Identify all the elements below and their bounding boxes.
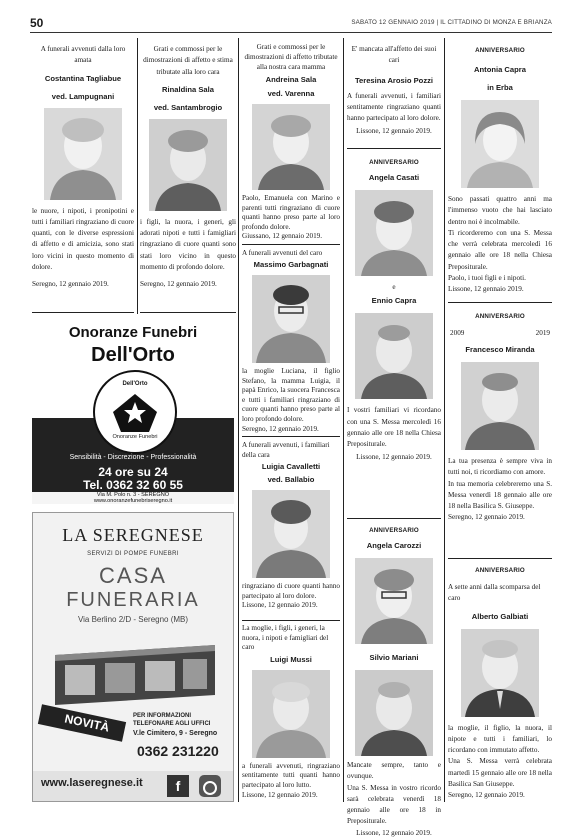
obituary-body: a funerali avvenuti, ringraziano sentitamente tutti quanti hanno partecipato al loro lutto.	[242, 761, 340, 789]
conjunction-text: e	[392, 283, 396, 291]
anniversary-label: ANNIVERSARIO	[475, 47, 525, 54]
deceased-name: Massimo Garbagnati	[253, 260, 329, 269]
ad2-website: www.laseregnese.it	[41, 777, 143, 789]
obituary-body: la moglie Luciana, il figlio Stefano, la mamma Luigia, il papà Enrico, la suocera Francesca e tutti i familiari ringraziano di cuore quanti hanno preso parte al loro profondo dolore.	[242, 367, 340, 423]
obituary-card	[347, 38, 441, 149]
obituary-body: le nuore, i nipoti, i pronipotini e tutti i familiari ringraziano di cuore quanti, con le diverse espressioni di affetto e di amicizia, sono stati loro vicini in questo momento di dolore.	[32, 206, 134, 272]
obituary-card	[242, 438, 340, 621]
deceased-name: Andreina Sala	[265, 75, 317, 84]
anniversary-card	[448, 560, 552, 802]
ad2-info-line2: TELEFONARE AGLI UFFICI	[133, 721, 211, 727]
deceased-name: Antonia Capra	[474, 65, 526, 74]
deceased-name: Teresina Arosio Pozzi	[354, 75, 434, 85]
deceased-subname: in Erba	[487, 83, 513, 92]
portrait-photo	[461, 629, 539, 717]
deceased-name: Angela Casati	[368, 173, 420, 182]
ad-website: www.onoranzefunebriseregno.it	[93, 498, 173, 504]
obituary-card	[32, 38, 134, 313]
obituary-body: Una S. Messa in vostro ricordo sarà celebrata venerdì 18 gennaio alle ore 18 in Prepositurale.	[347, 783, 441, 826]
obituary-body: Paolo, Emanuela con Marino e parenti tutti ringraziano di cuore quanti hanno preso parte al loro profondo dolore.	[242, 194, 340, 231]
obituary-body: In tua memoria celebreremo una S. Messa venerdì 18 gennaio alle ore 18 nella Basilica S. Giuseppe.	[448, 479, 552, 511]
ad2-info-line1: PER INFORMAZIONI	[133, 713, 191, 719]
obituary-place-date: Seregno, 12 gennaio 2019.	[140, 280, 217, 289]
portrait-photo	[355, 670, 433, 756]
portrait-photo	[355, 558, 433, 644]
deceased-name: Luigia Cavalletti	[261, 462, 321, 471]
portrait-photo	[461, 100, 539, 188]
page-header	[30, 18, 552, 33]
obituary-body: A funerali avvenuti, i familiari sentitamente ringraziano quanti hanno partecipato al loro dolore.	[347, 91, 441, 123]
ad-phone: Tel. 0362 32 60 55	[83, 478, 183, 492]
obituary-body: I vostri familiari vi ricordano con una S. Messa mercoledì 16 gennaio alle ore 18 nella Chiesa Prepositurale.	[347, 406, 441, 449]
anniversary-label: ANNIVERSARIO	[369, 159, 419, 166]
ad2-office-address: V.le Cimitero, 9 - Seregno	[133, 730, 218, 737]
header-date-title: SABATO 12 GENNAIO 2019 | IL CITTADINO DI MONZA E BRIANZA	[351, 19, 552, 26]
obituary-place-date: Lissone, 12 gennaio 2019.	[356, 127, 432, 136]
year-end: 2019	[535, 329, 550, 337]
portrait-photo	[461, 362, 539, 450]
portrait-photo	[252, 275, 330, 363]
year-start: 2009	[450, 329, 465, 337]
obituary-signature: Paolo, i tuoi figli e i nipoti.	[448, 274, 526, 283]
obituary-card	[242, 246, 340, 437]
obituary-intro: La moglie, i figli, i generi, la nuora, i nipoti e famigliari del caro	[242, 624, 329, 652]
ad2-funeraria: FUNERARIA	[66, 589, 200, 611]
ad2-phone: 0362 231220	[137, 743, 219, 759]
ad2-address: Via Berlino 2/D - Seregno (MB)	[77, 615, 189, 624]
deceased-subname: ved. Varenna	[267, 89, 315, 98]
obituary-place-date: Lissone, 12 gennaio 2019.	[242, 601, 318, 610]
obituary-card	[140, 38, 236, 313]
obituary-card	[242, 38, 340, 245]
obituary-place-date: Seregno, 12 gennaio 2019.	[448, 513, 525, 522]
ad-emblem	[93, 370, 177, 454]
anniversary-card	[347, 520, 441, 837]
obituary-intro: A funerali avvenuti del caro	[242, 249, 323, 257]
anniversary-label: ANNIVERSARIO	[369, 527, 419, 534]
ad2-casa: CASA	[99, 563, 167, 588]
obituary-body: Una S. Messa verrà celebrata martedì 15 gennaio alle ore 18 nella Basilica San Giuseppe.	[448, 757, 552, 789]
obituary-body: ringraziano di cuore quanti hanno partecipato al loro dolore.	[242, 582, 340, 600]
column-separator	[238, 38, 239, 802]
obituary-intro: A funerali avvenuti, i familiari della cara	[242, 441, 330, 459]
portrait-photo	[149, 119, 227, 211]
obituary-column-1	[32, 38, 134, 316]
anniversary-card	[448, 304, 552, 559]
deceased-name: Ennio Capra	[371, 296, 417, 306]
building-illustration	[55, 635, 215, 705]
anniversary-card	[347, 150, 441, 519]
ad2-subtitle: SERVIZI DI POMPE FUNEBRI	[87, 551, 179, 557]
obituary-body: Mancate sempre, tanto e ovunque.	[347, 761, 441, 781]
portrait-photo	[252, 490, 330, 578]
facebook-icon: f	[167, 775, 189, 797]
obituary-column-5	[448, 38, 552, 802]
obituary-body: i figli, la nuora, i generi, gli adorati nipoti e tutti i famigliari ringraziano di cuore quanti sono stati loro vicino in questo momento di profondo dolore.	[140, 217, 236, 272]
ad-address: Via M. Polo n. 3 - SEREGNO	[96, 492, 170, 498]
ad2-novita-banner: NOVITÀ	[63, 711, 111, 735]
emblem-bottom-text: Onoranze Funebri	[112, 434, 158, 440]
column-separator	[444, 38, 445, 802]
anniversary-label: ANNIVERSARIO	[475, 567, 525, 574]
obituary-place-date: Seregno, 12 gennaio 2019.	[32, 280, 109, 289]
page-number: 50	[30, 16, 44, 30]
obituary-place-date: Lissone, 12 gennaio 2019.	[242, 790, 318, 799]
obituary-place-date: Lissone, 12 gennaio 2019.	[356, 453, 432, 462]
deceased-name: Costantina Tagliabue	[44, 73, 122, 83]
deceased-name: Silvio Mariani	[369, 653, 419, 662]
obituary-column-4	[347, 38, 441, 837]
portrait-photo	[355, 313, 433, 399]
obituary-column-3	[242, 38, 340, 802]
deceased-subname: ved. Santambrogio	[153, 102, 223, 112]
obituary-body: La tua presenza è sempre viva in tutti noi, ti ricordiamo con amore.	[448, 457, 552, 477]
ad-title-line1: Onoranze Funebri	[68, 324, 198, 341]
ad-la-seregnese	[32, 512, 234, 802]
obituary-column-2	[140, 38, 236, 316]
portrait-photo	[252, 670, 330, 758]
ad-title-line2: Dell'Orto	[91, 344, 175, 366]
anniversary-years	[448, 328, 552, 340]
ad2-brand: LA SEREGNESE	[62, 525, 204, 545]
column-separator	[343, 38, 344, 802]
deceased-subname: ved. Lampugnani	[51, 91, 115, 101]
column-separator	[137, 38, 138, 314]
obituary-intro: A sette anni dalla scomparsa del caro	[448, 583, 541, 603]
deceased-name: Angela Carozzi	[366, 541, 422, 550]
obituary-body: Sono passati quattro anni ma l'immenso vuoto che hai lasciato dentro noi è incolmabile.	[448, 195, 552, 226]
ad-tagline: Sensibilità - Discrezione - Professionalità	[69, 454, 197, 461]
deceased-name: Francesco Miranda	[465, 345, 535, 354]
deceased-name: Alberto Galbiati	[471, 611, 529, 621]
obituary-place-date: Lissone, 12 gennaio 2019.	[448, 285, 524, 294]
portrait-photo	[252, 104, 330, 190]
obituary-intro: A funerali avvenuti dalla loro amata	[40, 45, 126, 65]
obituary-intro: E' mancata all'affetto dei suoi cari	[351, 45, 437, 65]
obituary-body: Ti ricorderemo con una S. Messa che verrà celebrata mercoledì 16 gennaio alle ore 18 nella Chiesa Prepositurale.	[448, 228, 552, 271]
obituary-intro: Grati e commossi per le dimostrazioni di affetto e stima tributate alla loro cara	[143, 45, 233, 76]
anniversary-card	[448, 38, 552, 303]
obituary-intro: Grati e commossi per le dimostrazioni di affetto tributate alla nostra cara mamma	[244, 43, 338, 71]
portrait-photo	[44, 108, 122, 200]
ad-onoranze-dellorto	[32, 318, 234, 504]
obituary-place-date: Seregno, 12 gennaio 2019.	[242, 424, 319, 433]
obituary-place-date: Seregno, 12 gennaio 2019.	[448, 791, 525, 800]
emblem-top-text: Dell'Orto	[122, 381, 148, 387]
ad-hours: 24 ore su 24	[98, 465, 168, 479]
obituary-card	[242, 622, 340, 800]
obituary-body: la moglie, il figlio, la nuora, il nipote e tutti i familiari, lo ricordano con immutato affetto.	[448, 723, 552, 755]
instagram-icon	[199, 775, 221, 797]
portrait-photo	[355, 190, 433, 276]
deceased-subname: ved. Ballabio	[267, 475, 315, 484]
deceased-name: Luigi Mussi	[270, 654, 312, 664]
deceased-name: Rinaldina Sala	[162, 84, 214, 94]
obituary-place-date: Lissone, 12 gennaio 2019.	[356, 828, 432, 837]
obituary-place-date: Giussano, 12 gennaio 2019.	[242, 232, 323, 241]
anniversary-label: ANNIVERSARIO	[475, 313, 525, 320]
